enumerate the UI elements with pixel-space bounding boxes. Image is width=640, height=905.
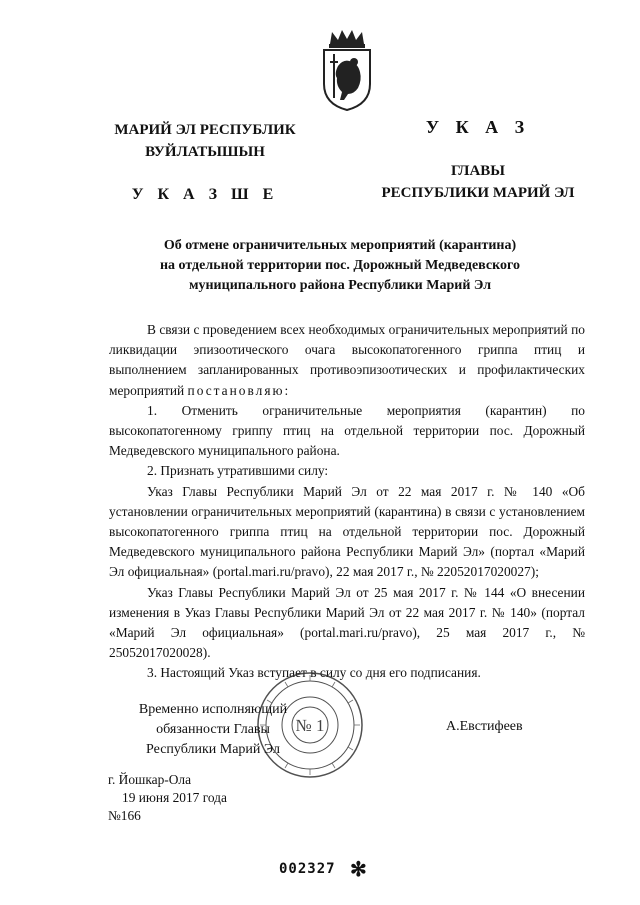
signatory-name: А.Евстифеев xyxy=(446,719,523,734)
seal-number: № 1 xyxy=(295,716,325,735)
document-title xyxy=(150,236,530,296)
document-body xyxy=(109,320,585,684)
signatory-title xyxy=(128,700,298,760)
signatory-line3: Республики Марий Эл xyxy=(146,742,280,757)
paragraph-repealed-1: Указ Главы Республики Марий Эл от 22 мая 2017 г. № 140 «Об установлении ограничительных мероприятий (карантина) в связи с установлением высокопатогенного гриппа птиц на отдельной территории пос. Дорожный Медведевского муниципального района Республики Марий Эл» (портал «Марий Эл официальная» (portal.mari.ru/pravo), 22 мая 2017 г., № 22052017020027); xyxy=(109,483,585,580)
header-right-line1: У К А З xyxy=(425,117,531,137)
paragraph-repealed-2: Указ Главы Республики Марий Эл от 25 мая 2017 г. № 144 «О внесении изменения в Указ Главы Республики Марий Эл от 22 мая 2017 г. № 140» (портал «Марий Эл официальная» (portal.mari.ru/pravo), 25 мая 2017 г., № 25052017020028). xyxy=(109,584,585,661)
paragraph-item-1: 1. Отменить ограничительные мероприятия (карантин) по высокопатогенному гриппу птиц на отдельной территории пос. Дорожный Медведевского муниципального района. xyxy=(109,402,585,459)
header-left xyxy=(100,119,310,206)
title-line2: на отдельной территории пос. Дорожный Медведевского xyxy=(159,258,521,273)
header-left-line2: ВУЙЛАТЫШЫН xyxy=(145,144,265,160)
decree-number: №166 xyxy=(108,808,141,823)
header-right xyxy=(358,116,598,204)
decree-keyword: постановляю: xyxy=(187,382,291,398)
place-date-block xyxy=(108,771,227,825)
signatory-line2: обязанности Главы xyxy=(156,722,270,737)
title-line3: муниципального района Республики Марий Эл xyxy=(188,278,492,293)
header-right-line2: ГЛАВЫ xyxy=(450,163,506,179)
signatory-line1: Временно исполняющий xyxy=(138,702,288,717)
city: г. Йошкар-Ола xyxy=(108,772,192,787)
document-serial-number: 002327 xyxy=(279,861,336,877)
signing-date: 19 июня 2017 года xyxy=(122,790,227,805)
coat-of-arms-emblem xyxy=(318,28,376,112)
title-line1: Об отмене ограничительных мероприятий (карантина) xyxy=(163,238,517,253)
header-left-line3: У К А З Ш Е xyxy=(131,186,279,203)
header-right-line3: РЕСПУБЛИКИ МАРИЙ ЭЛ xyxy=(381,185,575,201)
paragraph-preamble xyxy=(109,320,585,401)
preamble-text: В связи с проведением всех необходимых ограничительных мероприятий по ликвидации эпизоотического очага высокопатогенного гриппа птиц и выполнением запланированных противоэпизоотических и профилактических мероприятий xyxy=(109,322,585,398)
paragraph-item-2: 2. Признать утратившими силу: xyxy=(147,463,329,479)
serial-mark: ✻ xyxy=(350,859,367,881)
header-left-line1: МАРИЙ ЭЛ РЕСПУБЛИК xyxy=(114,122,296,138)
paragraph-item-3: 3. Настоящий Указ вступает в силу со дня его подписания. xyxy=(147,665,481,681)
